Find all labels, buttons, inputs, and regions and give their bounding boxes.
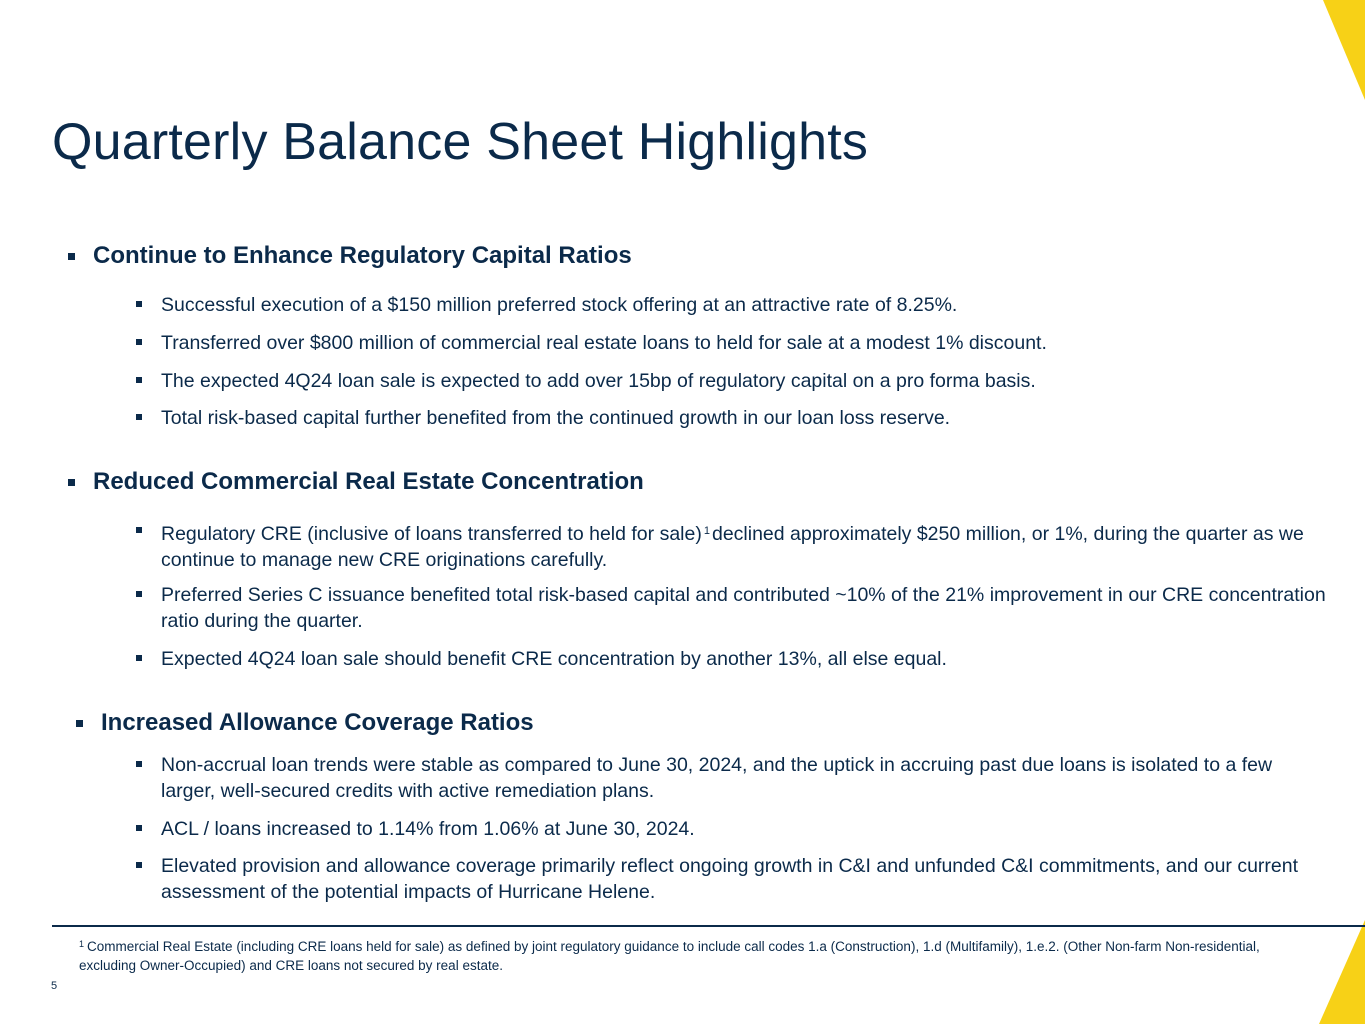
- footnote-divider: [52, 925, 1365, 927]
- footnote-reference: 1: [703, 525, 710, 537]
- section-bullet-icon: [68, 479, 75, 486]
- list-item-text: declined approximately $250 million, or 1%, during the quarter as we continue to manage new CRE originations carefully.: [161, 523, 1304, 571]
- bullet-icon: [136, 761, 142, 767]
- list-item: ACL / loans increased to 1.14% from 1.06% at June 30, 2024.: [161, 818, 695, 840]
- list-item: Total risk-based capital further benefited from the continued growth in our loan loss reserve.: [161, 407, 951, 429]
- bottom-right-accent-triangle: [1319, 920, 1365, 1024]
- list-item: [161, 518, 1331, 573]
- section-bullet-icon: [76, 720, 83, 727]
- footnote-marker: 1: [79, 939, 85, 949]
- list-item: Successful execution of a $150 million preferred stock offering at an attractive rate of 8.25%.: [161, 294, 958, 316]
- footnote-text: Commercial Real Estate (including CRE loans held for sale) as defined by joint regulatory guidance to include call codes 1.a (Construction), 1.d (Multifamily), 1.e.2. (Other Non-farm Non-residential, excluding Owner-Occupied) and CRE loans not secured by real estate.: [79, 939, 1260, 973]
- bullet-icon: [136, 825, 142, 831]
- bullet-icon: [136, 862, 142, 868]
- list-item: Elevated provision and allowance coverage primarily reflect ongoing growth in C&I and unfunded C&I commitments, and our current assessment of the potential impacts of Hurricane Helene.: [161, 855, 1299, 903]
- bullet-icon: [136, 591, 142, 597]
- page-title: Quarterly Balance Sheet Highlights: [52, 113, 869, 171]
- list-item-text: Regulatory CRE (inclusive of loans transferred to held for sale): [161, 523, 702, 545]
- bullet-icon: [136, 377, 142, 383]
- list-item: The expected 4Q24 loan sale is expected to add over 15bp of regulatory capital on a pro forma basis.: [161, 370, 1036, 392]
- list-item: Non-accrual loan trends were stable as compared to June 30, 2024, and the uptick in accruing past due loans is isolated to a few larger, well-secured credits with active remediation plans.: [161, 754, 1273, 802]
- list-item: Preferred Series C issuance benefited total risk-based capital and contributed ~10% of the 21% improvement in our CRE concentration ratio during the quarter.: [161, 584, 1326, 632]
- bullet-icon: [136, 655, 142, 661]
- bullet-icon: [136, 339, 142, 345]
- section-heading: Continue to Enhance Regulatory Capital Ratios: [93, 242, 632, 269]
- list-item: Expected 4Q24 loan sale should benefit CRE concentration by another 13%, all else equal.: [161, 648, 947, 670]
- page-number: 5: [51, 980, 58, 992]
- footnote: [79, 935, 1299, 975]
- section-heading: Reduced Commercial Real Estate Concentration: [93, 468, 644, 495]
- list-item: Transferred over $800 million of commercial real estate loans to held for sale at a modest 1% discount.: [161, 332, 1047, 354]
- section-bullet-icon: [68, 253, 75, 260]
- bullet-icon: [136, 301, 142, 307]
- top-right-accent-triangle: [1323, 0, 1365, 100]
- bullet-icon: [136, 527, 142, 533]
- bullet-icon: [136, 414, 142, 420]
- section-heading: Increased Allowance Coverage Ratios: [101, 709, 534, 736]
